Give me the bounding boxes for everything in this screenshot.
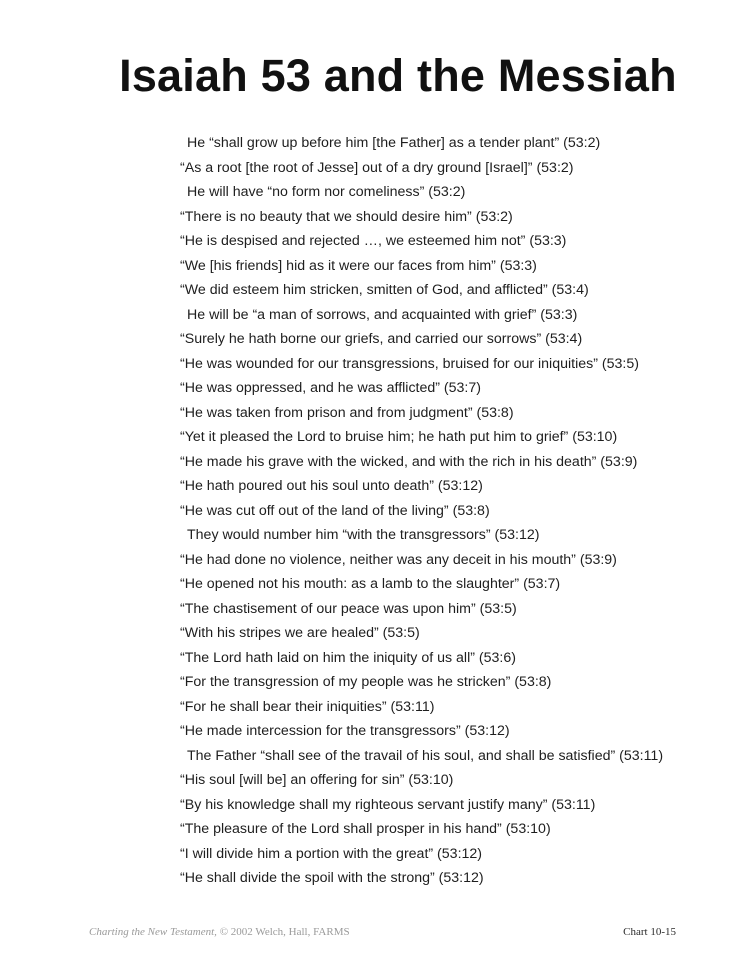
verse-line: He will have “no form nor comeliness” (53:2) bbox=[187, 184, 466, 200]
verse-line: They would number him “with the transgressors” (53:12) bbox=[187, 527, 540, 543]
chart-number: Chart 10-15 bbox=[623, 926, 676, 938]
verse-line: “He opened not his mouth: as a lamb to the slaughter” (53:7) bbox=[180, 576, 561, 592]
verse-line: “His soul [will be] an offering for sin” (53:10) bbox=[180, 772, 454, 788]
verse-line: “For the transgression of my people was he stricken” (53:8) bbox=[180, 674, 552, 690]
verse-line: “The chastisement of our peace was upon him” (53:5) bbox=[180, 600, 517, 617]
verse-line: “We [his friends] hid as it were our faces from him” (53:3) bbox=[180, 257, 537, 274]
verse-line: “He made his grave with the wicked, and with the rich in his death” (53:9) bbox=[180, 453, 638, 470]
footer-citation bbox=[89, 926, 350, 938]
verse-line: “For he shall bear their iniquities” (53:11) bbox=[180, 698, 435, 715]
verse-line: “With his stripes we are healed” (53:5) bbox=[180, 625, 420, 641]
verse-line: “The Lord hath laid on him the iniquity of us all” (53:6) bbox=[180, 649, 516, 666]
verse-line: “He shall divide the spoil with the strong” (53:12) bbox=[180, 870, 484, 886]
verse-line: “He is despised and rejected …, we esteemed him not” (53:3) bbox=[180, 233, 567, 249]
verse-line: “By his knowledge shall my righteous servant justify many” (53:11) bbox=[180, 796, 596, 813]
verse-line: He will be “a man of sorrows, and acquainted with grief” (53:3) bbox=[187, 306, 578, 323]
verse-line: The Father “shall see of the travail of his soul, and shall be satisfied” (53:11) bbox=[187, 747, 664, 764]
verse-line: “As a root [the root of Jesse] out of a dry ground [Israel]” (53:2) bbox=[180, 159, 574, 176]
page-title: Isaiah 53 and the Messiah bbox=[119, 50, 677, 101]
footer-book-title: Charting the New Testament, bbox=[89, 926, 217, 938]
verse-line: “I will divide him a portion with the great” (53:12) bbox=[180, 845, 483, 862]
verse-line: “He made intercession for the transgressors” (53:12) bbox=[180, 723, 510, 739]
verse-list bbox=[180, 131, 740, 891]
verse-line: “There is no beauty that we should desire him” (53:2) bbox=[180, 208, 513, 225]
verse-line: “He was oppressed, and he was afflicted” (53:7) bbox=[180, 380, 481, 396]
verse-line: “Surely he hath borne our griefs, and carried our sorrows” (53:4) bbox=[180, 331, 583, 347]
verse-line: He “shall grow up before him [the Father] as a tender plant” (53:2) bbox=[187, 135, 601, 151]
verse-line: “He hath poured out his soul unto death” (53:12) bbox=[180, 478, 483, 494]
verse-line: “He was taken from prison and from judgment” (53:8) bbox=[180, 404, 514, 421]
verse-line: “He had done no violence, neither was any deceit in his mouth” (53:9) bbox=[180, 551, 617, 568]
verse-line: “Yet it pleased the Lord to bruise him; he hath put him to grief” (53:10) bbox=[180, 429, 618, 445]
verse-line: “We did esteem him stricken, smitten of God, and afflicted” (53:4) bbox=[180, 282, 589, 298]
verse-line: “He was wounded for our transgressions, bruised for our iniquities” (53:5) bbox=[180, 355, 639, 372]
footer-copyright: © 2002 Welch, Hall, FARMS bbox=[216, 926, 350, 938]
verse-line: “He was cut off out of the land of the living” (53:8) bbox=[180, 502, 490, 519]
verse-line: “The pleasure of the Lord shall prosper in his hand” (53:10) bbox=[180, 821, 551, 837]
